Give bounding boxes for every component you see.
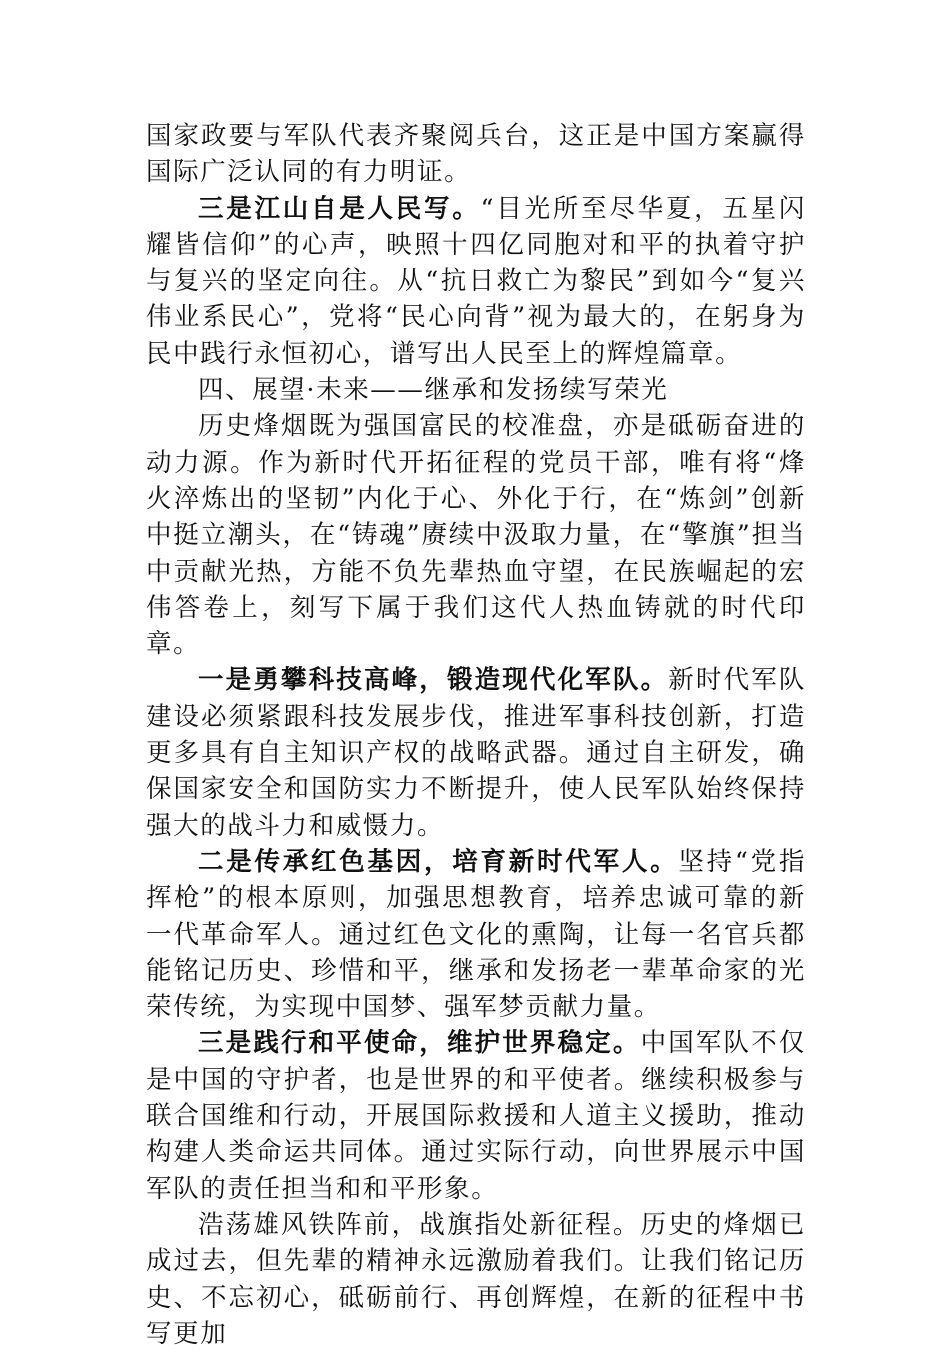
paragraph	[146, 408, 806, 662]
paragraph	[146, 118, 806, 191]
paragraph-text: 中国军队不仅是中国的守护者，也是世界的和平使者。继续积极参与联合国维和行动，开展国际救援和人道主义援助，推动构建人类命运共同体。通过实际行动，向世界展示中国军队的责任担当和和平形象。	[146, 1028, 806, 1204]
paragraph-text: 国家政要与军队代表齐聚阅兵台，这正是中国方案赢得国际广泛认同的有力明证。	[146, 121, 806, 188]
paragraph-text: 历史烽烟既为强国富民的校准盘，亦是砥砺奋进的动力源。作为新时代开拓征程的党员干部，唯有将“烽火淬炼出的坚韧”内化于心、外化于行，在“炼剑”创新中挺立潮头，在“铸魂”赓续中汲取力量，在“擎旗”担当中贡献光热，方能不负先辈热血守望，在民族崛起的宏伟答卷上，刻写下属于我们这代人热血铸就的时代印章。	[146, 411, 806, 660]
paragraph-lead: 三是江山自是人民写。	[198, 193, 481, 224]
paragraph-text: “目光所至尽华夏，五星闪耀皆信仰”的心声，映照十四亿同胞对和平的执着守护与复兴的坚定向往。从“抗日救亡为黎民”到如今“复兴伟业系民心”，党将“民心向背”视为最大的，在躬身为民中践行永恒初心，谱写出人民至上的辉煌篇章。	[146, 193, 806, 369]
paragraph	[146, 191, 806, 372]
paragraph	[146, 844, 806, 1025]
paragraph	[146, 662, 806, 843]
section-heading-text: 四、展望·未来——继承和发扬续写荣光	[198, 375, 669, 406]
document-body	[146, 118, 806, 1352]
paragraph-text: 浩荡雄风铁阵前，战旗指处新征程。历史的烽烟已成过去，但先辈的精神永远激励着我们。让我们铭记历史、不忘初心，砥砺前行、再创辉煌，在新的征程中书写更加	[146, 1209, 806, 1349]
paragraph-text: 新时代军队建设必须紧跟科技发展步伐，推进军事科技创新，打造更多具有自主知识产权的战略武器。通过自主研发，确保国家安全和国防实力不断提升，使人民军队始终保持强大的战斗力和威慑力。	[146, 665, 806, 841]
paragraph-lead: 三是践行和平使命，维护世界稳定。	[198, 1028, 641, 1059]
paragraph-lead: 二是传承红色基因，培育新时代军人。	[198, 846, 679, 877]
section-heading	[146, 372, 806, 408]
paragraph-text: 坚持“党指挥枪”的根本原则，加强思想教育，培养忠诚可靠的新一代革命军人。通过红色文化的熏陶，让每一名官兵都能铭记历史、珍惜和平，继承和发扬老一辈革命家的光荣传统，为实现中国梦、强军梦贡献力量。	[146, 846, 806, 1023]
paragraph	[146, 1207, 806, 1352]
paragraph	[146, 1025, 806, 1206]
paragraph-lead: 一是勇攀科技高峰，锻造现代化军队。	[198, 665, 669, 696]
